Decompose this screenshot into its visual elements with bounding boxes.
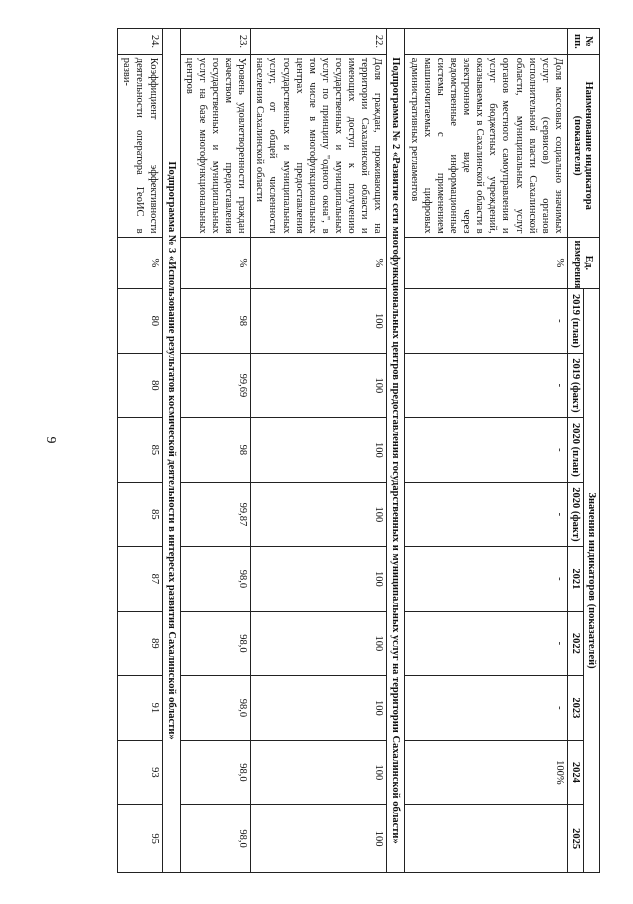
year-header: 2022 [568, 611, 584, 676]
value-cell: - [405, 676, 568, 741]
year-header: 2020 (факт) [568, 482, 584, 547]
value-cell: 100 [251, 353, 387, 418]
value-cell: - [405, 482, 568, 547]
value-cell: 100 [251, 676, 387, 741]
unit-cell: % [405, 237, 568, 289]
table-row [405, 29, 568, 873]
unit-cell: % [180, 237, 251, 289]
year-header: 2023 [568, 676, 584, 741]
value-cell: 100 [251, 805, 387, 873]
row-number: 23. [180, 29, 251, 55]
value-cell: 85 [118, 482, 162, 547]
year-header: 2025 [568, 805, 584, 873]
value-cell: - [405, 418, 568, 483]
value-cell: 100 [251, 482, 387, 547]
value-cell: 91 [118, 676, 162, 741]
col-unit-header: Ед. измерения [568, 237, 600, 289]
table-row [180, 29, 251, 873]
values-group-header: Значения индикаторов (показателей) [584, 289, 600, 873]
value-cell: 98 [180, 418, 251, 483]
document-sheet [110, 28, 600, 873]
row-number: 24. [118, 29, 162, 55]
year-header: 2020 (план) [568, 418, 584, 483]
value-cell: 80 [118, 353, 162, 418]
value-cell: - [405, 547, 568, 612]
subprogram-title: Подпрограмма № 2 «Развитие сети многофункциональных центров предоставления государственных и муниципальных услуг на территории Сахалинской области» [387, 29, 405, 873]
year-header: 2021 [568, 547, 584, 612]
year-header: 2019 (факт) [568, 353, 584, 418]
value-cell: 98,0 [180, 547, 251, 612]
year-header: 2024 [568, 740, 584, 805]
unit-cell: % [251, 237, 387, 289]
value-cell: 87 [118, 547, 162, 612]
value-cell: 93 [118, 740, 162, 805]
unit-cell: % [118, 237, 162, 289]
indicator-name: Доля граждан, проживающих на территории Сахалинской области и имеющих доступ к получению государственных и муниципальных услуг по принципу "одного окна", в том числе в многофункциональных центрах предоставления государственных и муниципальных услуг, от общей численности населения Сахалинской области [251, 54, 387, 237]
value-cell: - [405, 611, 568, 676]
value-cell: - [405, 289, 568, 354]
table-row [251, 29, 387, 873]
table-row [118, 29, 162, 873]
value-cell: 100 [251, 418, 387, 483]
value-cell: 98,0 [180, 611, 251, 676]
value-cell: - [405, 353, 568, 418]
value-cell: 85 [118, 418, 162, 483]
indicator-table [117, 28, 600, 873]
value-cell: 98,0 [180, 740, 251, 805]
value-cell [405, 805, 568, 873]
row-number: 22. [251, 29, 387, 55]
year-header: 2019 (план) [568, 289, 584, 354]
value-cell: 80 [118, 289, 162, 354]
value-cell: 89 [118, 611, 162, 676]
value-cell: 98 [180, 289, 251, 354]
indicator-name: Доля массовых социально значимых услуг (сервисов) органов исполнительной власти Сахалинской области, муниципальных услуг органов местного самоуправления и услуг бюджетных учреждений, оказываемых в Сахалинской области в электронном виде через ведомственные информационные системы с применением машиночитаемых цифровых административных регламентов [405, 54, 568, 237]
subprogram-row [387, 29, 405, 873]
value-cell: 98,0 [180, 676, 251, 741]
value-cell: 99,69 [180, 353, 251, 418]
value-cell: 100% [405, 740, 568, 805]
indicator-name: Коэффициент эффективности деятельности оператора ГеоИС в разви- [118, 54, 162, 237]
row-number [405, 29, 568, 55]
value-cell: 100 [251, 611, 387, 676]
value-cell: 98,0 [180, 805, 251, 873]
value-cell: 100 [251, 547, 387, 612]
header-row-1 [584, 29, 600, 873]
value-cell: 95 [118, 805, 162, 873]
col-no-header: № пп. [568, 29, 600, 55]
indicator-name: Уровень удовлетворенности граждан качеством предоставления государственных и муниципальных услуг на базе многофункциональных центров [180, 54, 251, 237]
value-cell: 100 [251, 289, 387, 354]
page-number: 9 [43, 436, 58, 444]
value-cell: 99,87 [180, 482, 251, 547]
subprogram-title: Подпрограмма № 3 «Использование результатов космической деятельности в интересах развития Сахалинской области» [162, 29, 180, 873]
value-cell: 100 [251, 740, 387, 805]
subprogram-row [162, 29, 180, 873]
col-name-header: Наименование индикатора (показателя) [568, 54, 600, 237]
